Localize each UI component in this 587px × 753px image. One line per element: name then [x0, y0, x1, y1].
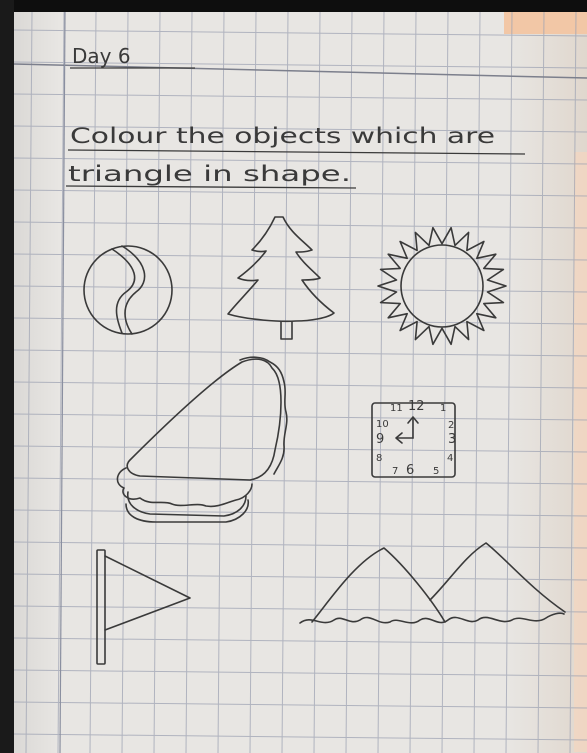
- grid-line-horizontal: [14, 606, 587, 612]
- grid-line-horizontal: [14, 30, 587, 36]
- grid-line-horizontal: [14, 478, 587, 484]
- clock-number: 10: [376, 419, 389, 430]
- clock-number: 12: [408, 399, 425, 414]
- clock-number: 4: [447, 453, 454, 464]
- grid-line-horizontal: [14, 574, 587, 580]
- grid-line-vertical: [506, 12, 512, 753]
- grid-line-horizontal: [14, 382, 587, 388]
- instruction-line-1: Colour the objects which are: [70, 124, 495, 148]
- instruction-underline-2: [66, 186, 356, 188]
- grid-line-horizontal: [14, 414, 587, 420]
- grid-line-vertical: [570, 12, 576, 753]
- clock-number: 3: [448, 432, 457, 447]
- grid-line-horizontal: [14, 190, 587, 196]
- day-heading: Day 6: [72, 44, 131, 68]
- clock-number: 11: [390, 403, 403, 414]
- instruction-line-2: triangle in shape.: [68, 162, 351, 186]
- clock-number: 9: [376, 432, 385, 447]
- sun-drawing: [378, 228, 506, 345]
- grid-line-horizontal: [14, 638, 587, 644]
- grid-line-horizontal: [14, 94, 587, 100]
- grid-line-horizontal: [14, 542, 587, 548]
- grid-line-horizontal: [14, 350, 587, 356]
- clock-number: 2: [448, 420, 455, 431]
- clock-number: 6: [406, 463, 415, 478]
- grid-line-horizontal: [14, 446, 587, 452]
- grid-line-horizontal: [14, 510, 587, 516]
- sandwich-drawing: [117, 357, 286, 522]
- clock-number: 5: [433, 466, 440, 477]
- grid-line-horizontal: [14, 670, 587, 676]
- grid-line-horizontal: [14, 734, 587, 740]
- grid-line-horizontal: [14, 702, 587, 708]
- clock-number: 8: [376, 453, 383, 464]
- clock-number: 7: [392, 466, 399, 477]
- clock-number: 1: [440, 403, 447, 414]
- grid-line-horizontal: [14, 222, 587, 228]
- grid-line-vertical: [538, 12, 544, 753]
- instruction-underline-1: [68, 150, 525, 154]
- ball-drawing: [84, 246, 172, 334]
